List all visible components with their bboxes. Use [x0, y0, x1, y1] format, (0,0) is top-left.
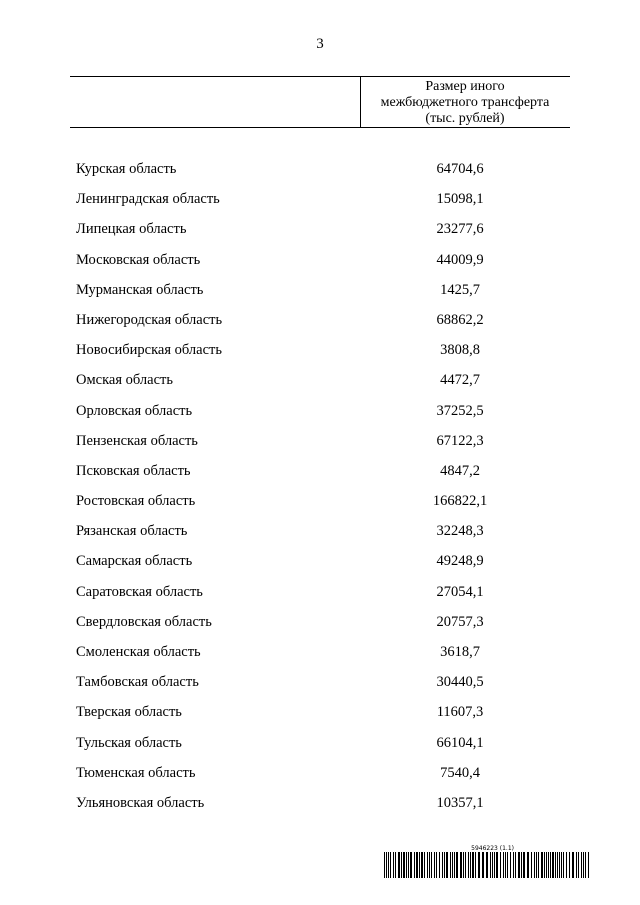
table-body	[0, 159, 640, 823]
region-name: Орловская область	[76, 402, 193, 419]
table-row	[0, 340, 640, 370]
table-row	[0, 521, 640, 551]
header-line-2: межбюджетного трансферта	[380, 95, 550, 110]
region-name: Пензенская область	[76, 432, 198, 449]
header-line-1: Размер иного	[425, 79, 505, 94]
transfer-amount: 4847,2	[440, 462, 480, 479]
transfer-amount: 64704,6	[436, 161, 484, 177]
transfer-amount: 23277,6	[436, 221, 484, 238]
region-name: Смоленская область	[76, 644, 201, 660]
transfer-amount: 7540,4	[440, 764, 480, 781]
transfer-amount: 68862,2	[436, 311, 484, 328]
barcode-block	[384, 845, 590, 878]
table-row	[0, 763, 640, 793]
region-name: Псковская область	[76, 462, 191, 479]
region-name: Ленинградская область	[76, 191, 220, 208]
table-row	[0, 642, 640, 672]
region-name: Ульяновская область	[76, 794, 205, 811]
region-name: Самарская область	[76, 553, 193, 570]
table-row	[0, 491, 640, 521]
barcode-caption: 5946223 (1.1)	[471, 845, 514, 852]
header-value-column-title	[360, 79, 570, 127]
region-name: Липецкая область	[76, 221, 187, 238]
region-name: Нижегородская область	[76, 311, 223, 328]
region-name: Рязанская область	[76, 523, 188, 540]
transfer-amount: 166822,1	[432, 493, 488, 510]
table-row	[0, 370, 640, 400]
table-row	[0, 461, 640, 491]
transfer-amount: 3618,7	[440, 644, 480, 660]
table-row	[0, 250, 640, 280]
table-row	[0, 159, 640, 189]
transfer-amount: 10357,1	[436, 794, 484, 811]
transfer-amount: 11607,3	[436, 704, 484, 721]
region-name: Омская область	[76, 372, 173, 389]
transfer-amount: 66104,1	[436, 734, 484, 751]
table-row	[0, 733, 640, 763]
transfer-amount: 1425,7	[440, 281, 480, 298]
region-name: Тверская область	[76, 704, 182, 721]
table-row	[0, 612, 640, 642]
region-name: Тюменская область	[76, 764, 196, 781]
region-name: Московская область	[76, 251, 201, 268]
transfer-amount: 32248,3	[436, 523, 484, 540]
region-name: Курская область	[76, 161, 177, 177]
transfer-amount: 49248,9	[436, 553, 484, 570]
region-name: Новосибирская область	[76, 342, 222, 359]
transfer-amount: 37252,5	[436, 402, 484, 419]
transfer-amount: 27054,1	[436, 583, 484, 600]
table-row	[0, 280, 640, 310]
region-name: Тамбовская область	[76, 674, 199, 691]
region-name: Саратовская область	[76, 583, 203, 600]
region-name: Ростовская область	[76, 493, 196, 510]
transfer-amount: 3808,8	[440, 342, 480, 359]
transfer-amount: 15098,1	[436, 191, 484, 208]
table-row	[0, 431, 640, 461]
transfer-amount: 44009,9	[436, 251, 484, 268]
table-row	[0, 219, 640, 249]
header-line-3: (тыс. рублей)	[425, 111, 505, 126]
region-name: Тульская область	[76, 734, 182, 751]
table-row	[0, 401, 640, 431]
table-header	[70, 76, 570, 128]
page-number: 3	[316, 36, 324, 52]
table-row	[0, 672, 640, 702]
table-row	[0, 551, 640, 581]
transfer-amount: 4472,7	[440, 372, 480, 389]
region-name: Свердловская область	[76, 613, 212, 630]
table-row	[0, 189, 640, 219]
barcode-image	[384, 852, 590, 878]
table-row	[0, 793, 640, 823]
region-name: Мурманская область	[76, 281, 204, 298]
transfer-amount: 67122,3	[436, 432, 484, 449]
table-row	[0, 582, 640, 612]
table-row	[0, 702, 640, 732]
table-row	[0, 310, 640, 340]
transfer-amount: 30440,5	[436, 674, 484, 691]
transfer-amount: 20757,3	[436, 613, 484, 630]
